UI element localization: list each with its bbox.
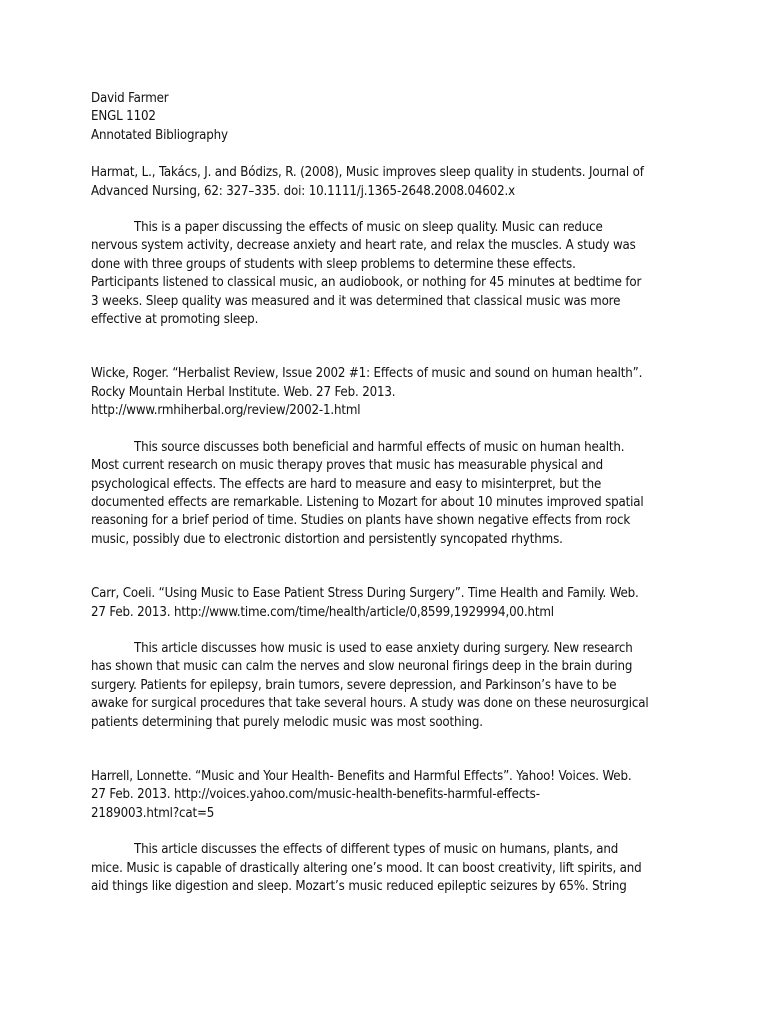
document-title: Annotated Bibliography [91, 127, 228, 143]
annotation-line: This article discusses how music is used to ease anxiety during surgery. New research [134, 640, 633, 656]
annotation-line: music, possibly due to electronic distortion and persistently syncopated rhythms. [91, 531, 563, 547]
annotation-line: psychological effects. The effects are hard to measure and easy to misinterpret, but the [91, 476, 602, 492]
annotation-line: This article discusses the effects of different types of music on humans, plants, and [134, 842, 619, 858]
annotation-line: reasoning for a brief period of time. Studies on plants have shown negative effects from rock [91, 513, 631, 529]
annotation-line: Most current research on music therapy proves that music has measurable physical and [91, 458, 604, 474]
course-code: ENGL 1102 [91, 109, 156, 125]
citation-line: 2189003.html?cat=5 [91, 805, 215, 821]
annotation-line: documented effects are remarkable. Listening to Mozart for about 10 minutes improved spatial [91, 494, 644, 510]
annotation-line: This source discusses both beneficial and harmful effects of music on human health. [134, 439, 625, 455]
annotation [91, 841, 681, 896]
entry-spacer [91, 329, 681, 365]
bibliography-entries [91, 164, 681, 896]
citation-line: Harmat, L., Takács, J. and Bódizs, R. (2008), Music improves sleep quality in students. Journal of [91, 165, 644, 181]
annotation-line: nervous system activity, decrease anxiety and heart rate, and relax the muscles. A study was [91, 238, 636, 254]
annotation-line: mice. Music is capable of drastically altering one’s mood. It can boost creativity, lift spirits, and [91, 860, 642, 876]
citation-line: Wicke, Roger. “Herbalist Review, Issue 2002 #1: Effects of music and sound on human health”. [91, 366, 643, 382]
citation-line: 27 Feb. 2013. http://www.time.com/time/health/article/0,8599,1929994,00.html [91, 604, 554, 620]
annotation-line: aid things like digestion and sleep. Mozart’s music reduced epileptic seizures by 65%. String [91, 879, 627, 894]
annotation-line: effective at promoting sleep. [91, 312, 259, 328]
annotation-line: patients determining that purely melodic music was most soothing. [91, 714, 483, 730]
citation [91, 585, 681, 622]
citation [91, 365, 681, 420]
citation [91, 164, 681, 201]
annotation-line: This is a paper discussing the effects of music on sleep quality. Music can reduce [134, 220, 603, 236]
bibliography-entry [91, 164, 681, 329]
citation-line: http://www.rmhiherbal.org/review/2002-1.html [91, 403, 361, 419]
citation [91, 768, 681, 823]
author-name: David Farmer [91, 91, 169, 106]
citation-line: 27 Feb. 2013. http://voices.yahoo.com/music-health-benefits-harmful-effects- [91, 787, 540, 803]
annotation-line: 3 weeks. Sleep quality was measured and it was determined that classical music was more [91, 293, 621, 309]
annotation [91, 640, 681, 732]
bibliography-entry [91, 768, 681, 896]
annotation [91, 219, 681, 329]
annotation-line: done with three groups of students with sleep problems to determine these effects. [91, 256, 576, 272]
citation-line: Rocky Mountain Herbal Institute. Web. 27 Feb. 2013. [91, 384, 396, 400]
citation-line: Carr, Coeli. “Using Music to Ease Patient Stress During Surgery”. Time Health and Family. Web. [91, 586, 639, 602]
annotation [91, 439, 681, 549]
citation-line: Advanced Nursing, 62: 327–335. doi: 10.1111/j.1365-2648.2008.04602.x [91, 183, 515, 199]
bibliography-entry [91, 365, 681, 549]
entry-spacer [91, 549, 681, 585]
entry-spacer [91, 732, 681, 768]
annotation-line: has shown that music can calm the nerves and slow neuronal firings deep in the brain during [91, 659, 633, 675]
document-page [91, 90, 681, 896]
document-header [91, 90, 681, 145]
annotation-line: Participants listened to classical music, an audiobook, or nothing for 45 minutes at bedtime for [91, 275, 642, 291]
annotation-line: awake for surgical procedures that take several hours. A study was done on these neurosurgical [91, 696, 649, 712]
bibliography-entry [91, 585, 681, 732]
citation-line: Harrell, Lonnette. “Music and Your Health- Benefits and Harmful Effects”. Yahoo! Voices. Web. [91, 768, 632, 784]
annotation-line: surgery. Patients for epilepsy, brain tumors, severe depression, and Parkinson’s have to be [91, 677, 617, 693]
